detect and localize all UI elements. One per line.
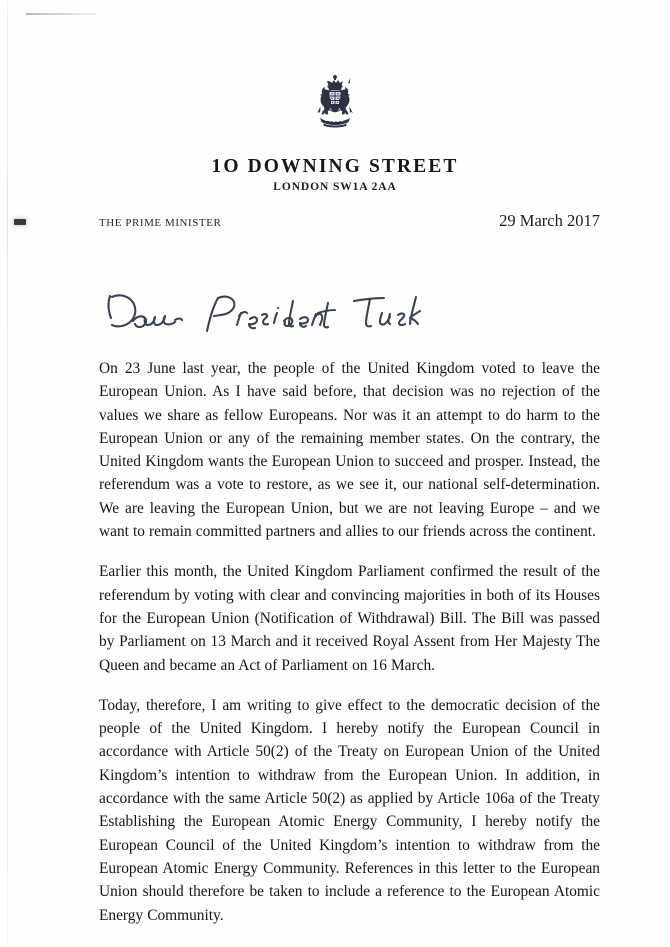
sender-title: THE PRIME MINISTER (99, 217, 222, 229)
letter-date: 29 March 2017 (499, 211, 600, 230)
letter-body (99, 357, 600, 927)
body-paragraph-3: Today, therefore, I am writing to give effect to the democratic decision of the people of the United Kingdom. I hereby notify the European Council in accordance with Article 50(2) of the Treaty on European Union of the United Kingdom’s intention to withdraw from the European Union. In addition, in accordance with the same Article 50(2) as applied by Article 106a of the Treaty Establishing the European Atomic Energy Community, I hereby notify the European Council of the United Kingdom’s intention to withdraw from the European Atomic Energy Community. References in this letter to the European Union should therefore be taken to include a reference to the European Atomic Energy Community. (99, 696, 600, 924)
scan-artifact-line (26, 13, 96, 15)
handwritten-salutation (104, 283, 434, 345)
handwritten-salutation-ink (104, 283, 434, 345)
address-line-1: 1O DOWNING STREET (211, 156, 459, 177)
scan-artifact-mark (14, 219, 26, 225)
address-line-2: LONDON SW1A 2AA (273, 181, 397, 193)
body-paragraph-2: Earlier this month, the United Kingdom Parliament confirmed the result of the referendum by voting with clear and convincing majorities in both of its Houses for the European Union (Notification of Withdrawal) Bill. The Bill was passed by Parliament on 13 March and it received Royal Assent from Her Majesty The Queen and became an Act of Parliament on 16 March. (99, 563, 600, 674)
royal-coat-of-arms-icon (303, 72, 367, 142)
sender-row (99, 211, 600, 231)
body-paragraph-1: On 23 June last year, the people of the United Kingdom voted to leave the European Union. As I have said before, that decision was no rejection of the values we share as fellow Europeans. Nor was it an attempt to do harm to the European Union or any of the remaining member states. On the contrary, the United Kingdom wants the European Union to succeed and prosper. Instead, the referendum was a vote to restore, as we see it, our national self-determination. We are leaving the European Union, but we are not leaving Europe – and we want to remain committed partners and allies to our friends across the continent. (99, 360, 600, 541)
letterhead (0, 72, 670, 193)
